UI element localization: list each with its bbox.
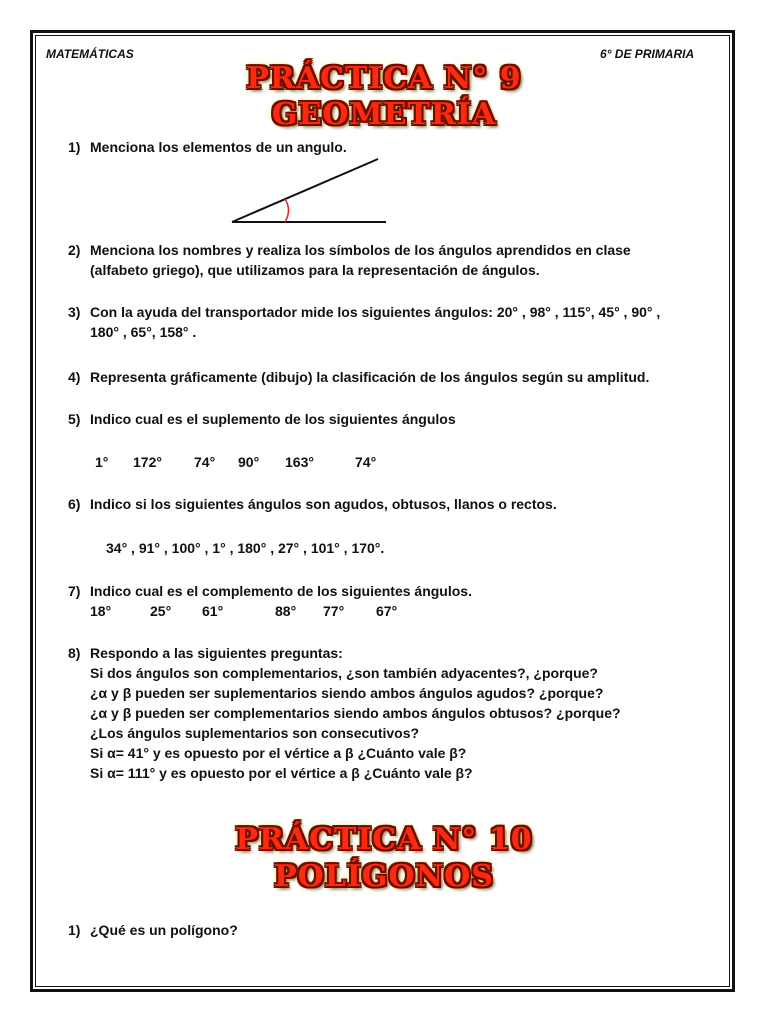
question-text: Menciona los nombres y realiza los símbolos de los ángulos aprendidos en clase bbox=[90, 242, 631, 258]
angle-values-text: 34° , 91° , 100° , 1° , 180° , 27° , 101° , 170°. bbox=[106, 540, 385, 556]
question-number: 1) bbox=[68, 139, 81, 155]
question-text: Indico cual es el complemento de los siguientes ángulos. bbox=[90, 583, 472, 599]
question-number: 4) bbox=[68, 369, 81, 385]
question-text: ¿α y β pueden ser complementarios siendo ambos ángulos obtusos? ¿porque? bbox=[90, 705, 621, 721]
angle-value: 74° bbox=[194, 454, 216, 470]
practice9-subtitle: GEOMETRÍA bbox=[271, 97, 497, 132]
question-number: 1) bbox=[68, 922, 81, 938]
angle-value: 90° bbox=[238, 454, 260, 470]
angle-value: 25° bbox=[150, 603, 172, 619]
angle-value: 74° bbox=[355, 454, 377, 470]
question-text: Indico cual es el suplemento de los siguientes ángulos bbox=[90, 411, 456, 427]
angle-value: 1° bbox=[95, 454, 109, 470]
angle-value: 18° bbox=[90, 603, 112, 619]
question-number: 2) bbox=[68, 242, 81, 258]
question-text: (alfabeto griego), que utilizamos para la representación de ángulos. bbox=[90, 262, 540, 278]
practice9-title: PRÁCTICA N° 9 bbox=[246, 61, 522, 96]
angle-upper-ray bbox=[232, 159, 378, 222]
question-number: 3) bbox=[68, 304, 81, 320]
angle-value: 77° bbox=[323, 603, 345, 619]
question-number: 6) bbox=[68, 496, 81, 512]
angle-diagram bbox=[228, 155, 393, 230]
question-text: ¿Qué es un polígono? bbox=[90, 922, 238, 938]
angle-arc bbox=[285, 199, 289, 222]
angle-value: 163° bbox=[285, 454, 314, 470]
question-text: Representa gráficamente (dibujo) la clasificación de los ángulos según su amplitud. bbox=[90, 369, 650, 385]
question-number: 8) bbox=[68, 645, 81, 661]
question-text: 180° , 65°, 158° . bbox=[90, 324, 197, 340]
practice10-title: PRÁCTICA N° 10 bbox=[235, 822, 533, 857]
question-text: Con la ayuda del transportador mide los siguientes ángulos: 20° , 98° , 115°, 45° , 90° , bbox=[90, 304, 661, 320]
subject-header: MATEMÁTICAS bbox=[46, 47, 134, 61]
question-text: Menciona los elementos de un angulo. bbox=[90, 139, 347, 155]
question-text: Si α= 111° y es opuesto por el vértice a β ¿Cuánto vale β? bbox=[90, 765, 473, 781]
angle-value: 61° bbox=[202, 603, 224, 619]
angle-value: 88° bbox=[275, 603, 297, 619]
grade-header: 6° DE PRIMARIA bbox=[600, 47, 695, 61]
question-text: Si α= 41° y es opuesto por el vértice a β ¿Cuánto vale β? bbox=[90, 745, 467, 761]
question-text: ¿α y β pueden ser suplementarios siendo ambos ángulos agudos? ¿porque? bbox=[90, 685, 604, 701]
question-number: 7) bbox=[68, 583, 81, 599]
question-text: Si dos ángulos son complementarios, ¿son también adyacentes?, ¿porque? bbox=[90, 665, 598, 681]
question-text: Indico si los siguientes ángulos son agudos, obtusos, llanos o rectos. bbox=[90, 496, 557, 512]
question-text: ¿Los ángulos suplementarios son consecutivos? bbox=[90, 725, 420, 741]
practice10-subtitle: POLÍGONOS bbox=[274, 859, 494, 894]
angle-value: 172° bbox=[133, 454, 162, 470]
angle-value: 67° bbox=[376, 603, 398, 619]
question-text: Respondo a las siguientes preguntas: bbox=[90, 645, 343, 661]
question-number: 5) bbox=[68, 411, 81, 427]
